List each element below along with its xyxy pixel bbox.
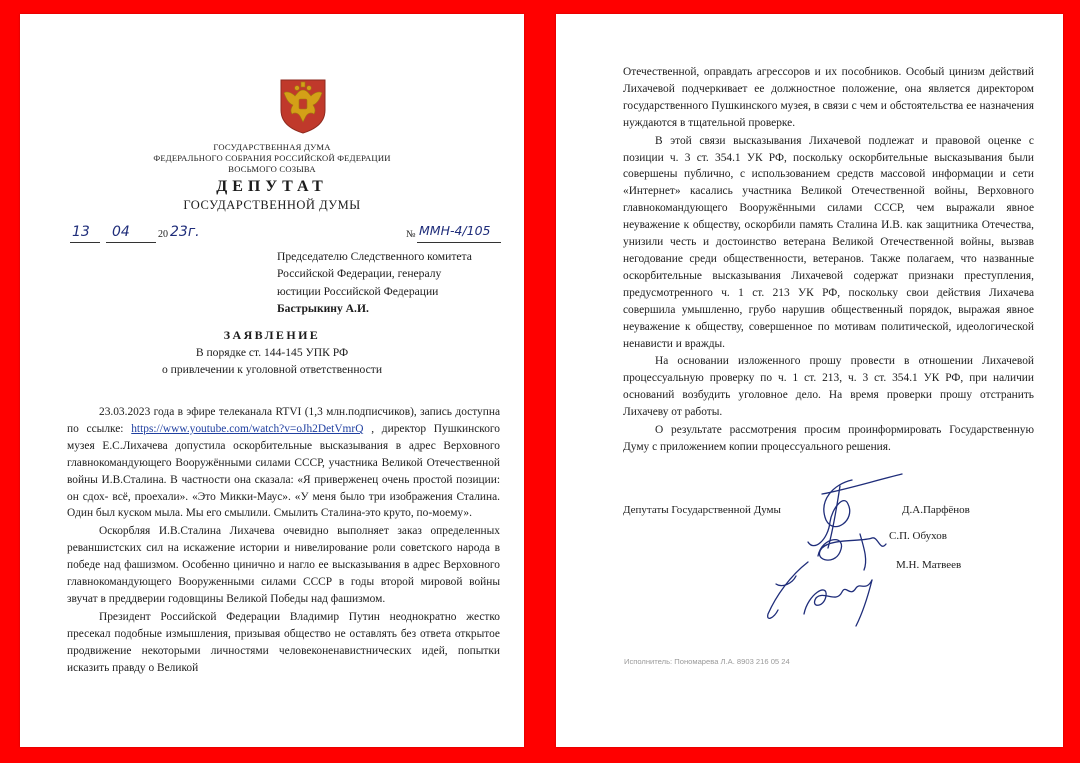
paragraph-1: 23.03.2023 года в эфире телеканала RTVI (1,3 млн.подписчиков), запись доступна по ссылке: https://www.youtube.com/watch?v=oJh2DetVmrQ , директор Пушкинского музея Е.С.Лихачева допустила оскорбительные высказывания в адрес Верховного главнокомандующего Вооружёнными силами СССР, участника Великой Отечественной войны И.В.Сталина. В частности она сказала: «Я приверженец очень простой позиции: он сдох- всё, проехали». «Это Микки-Маус». «У меня было три изображения Сталина. Один был куском мыла. Мы его смылили. Смылить Сталина-это круто, по-моему».	[67, 406, 501, 520]
paragraph-3: Президент Российской Федерации Владимир Путин неоднократно жестко пресекал подобные измышления, призывая общество не оставлять без ответа открытое продвижение некоторыми личностями человеконенавистнических идей, попытки исказить правду о Великой	[67, 610, 500, 674]
executor-note: Исполнитель: Пономарева Л.А. 8903 216 05 24	[624, 657, 790, 666]
letterhead-assembly: ФЕДЕРАЛЬНОГО СОБРАНИЯ РОССИЙСКОЙ ФЕДЕРАЦИИ	[153, 153, 391, 163]
document-page-2	[556, 14, 1063, 747]
addressee-line-3: юстиции Российской Федерации	[277, 284, 439, 298]
letterhead-title: ДЕПУТАТ	[216, 178, 328, 195]
paragraph-inform: О результате рассмотрения просим проинформировать Государственную Думу с приложением копии процессуального решения.	[623, 424, 1034, 453]
addressee-block	[277, 248, 517, 318]
statement-title: ЗАЯВЛЕНИЕ	[223, 328, 321, 342]
letterhead-duma: ГОСУДАРСТВЕННАЯ ДУМА	[213, 142, 331, 152]
addressee-line-1: Председателю Следственного комитета	[277, 250, 472, 263]
letterhead-subtitle: ГОСУДАРСТВЕННОЙ ДУМЫ	[183, 198, 361, 212]
statement-subtitle-1: В порядке ст. 144-145 УПК РФ	[195, 346, 349, 359]
doc-number-prefix: №	[406, 229, 416, 240]
statement-subtitle-2: о привлечении к уголовной ответственности	[161, 363, 383, 376]
youtube-link[interactable]: https://www.youtube.com/watch?v=oJh2DetVmrQ	[131, 422, 364, 435]
document-page-1	[20, 14, 524, 747]
doc-number: ММН-4/105	[419, 223, 491, 238]
date-year-prefix: 20	[158, 229, 168, 240]
statement-body-page-2	[623, 64, 1034, 457]
addressee-name: Бастрыкину А.И.	[277, 302, 369, 316]
paragraph-continuation: Отечественной, оправдать агрессоров и их пособников. Особый цинизм действий Лихачевой подчеркивает ее должностное положение, она является директором государственного Пушкинского музея, в связи с чем и обстоятельства ее назначения нуждаются в тщательной проверке.	[623, 66, 1034, 129]
statement-body-page-1	[67, 404, 500, 678]
paragraph-request: На основании изложенного прошу провести в отношении Лихачевой процессуальную проверку по ч. 1 ст. 213, ч. 3 ст. 354.1 УК РФ, при наличии оснований возбудить уголовное дело. На время проверки прошу отстранить Лихачеву от работы.	[623, 355, 1034, 419]
paragraph-legal-assessment: В этой связи высказывания Лихачевой подлежат и правовой оценке с позиции ч. 3 ст. 354.1 УК РФ, поскольку оскорбительные высказывания были совершены публично, с использованием средств массовой информации и сети «Интернет» касались участника Великой Отечественной войны, Верховного главнокомандующего Вооружёнными силами СССР, чем выражали явное неуважение к обществу, оскорбили память Сталина И.В. как защитника Отечества, унизили честь и достоинство ветерана Великой Отечественной войны, вызвав негодование среди общественности, ветеранов. Также полагаем, что названные оскорбительные высказывания Лихачевой содержат признаки преступления, предусмотренного ч. 1 ст. 213 УК РФ, поскольку свои действия Лихачева совершила умышленно, грубо нарушив общественный порядок, выражая явное неуважение к обществу, совершенное по мотивам политической, идеологической ненависти и вражды.	[623, 134, 1034, 350]
russian-coat-of-arms-icon	[277, 76, 329, 134]
signatories-label: Депутаты Государственной Думы	[623, 504, 781, 516]
date-month: 04	[112, 224, 130, 240]
paragraph-2: Оскорбляя И.В.Сталина Лихачева очевидно выполняет заказ определенных реваншистских сил на искажение истории и нивелирование роли советского народа в победе над фашизмом. Особенно цинично и нагло ее высказывания в адрес Верховного главнокомандующего Вооруженными силами СССР в годы второй мировой войны звучат в преддверии годовщины Великой Победы над фашизмом.	[67, 525, 500, 605]
signer-matveev: М.Н. Матвеев	[896, 559, 962, 571]
handwritten-signatures	[752, 464, 912, 634]
signer-parfenov: Д.А.Парфёнов	[902, 504, 970, 516]
letterhead-convocation: ВОСЬМОГО СОЗЫВА	[228, 164, 316, 174]
date-day: 13	[72, 224, 90, 240]
date-year-suffix: 23г.	[170, 224, 200, 240]
addressee-line-2: Российской Федерации, генералу	[277, 267, 442, 281]
signer-obukhov: С.П. Обухов	[889, 530, 947, 542]
